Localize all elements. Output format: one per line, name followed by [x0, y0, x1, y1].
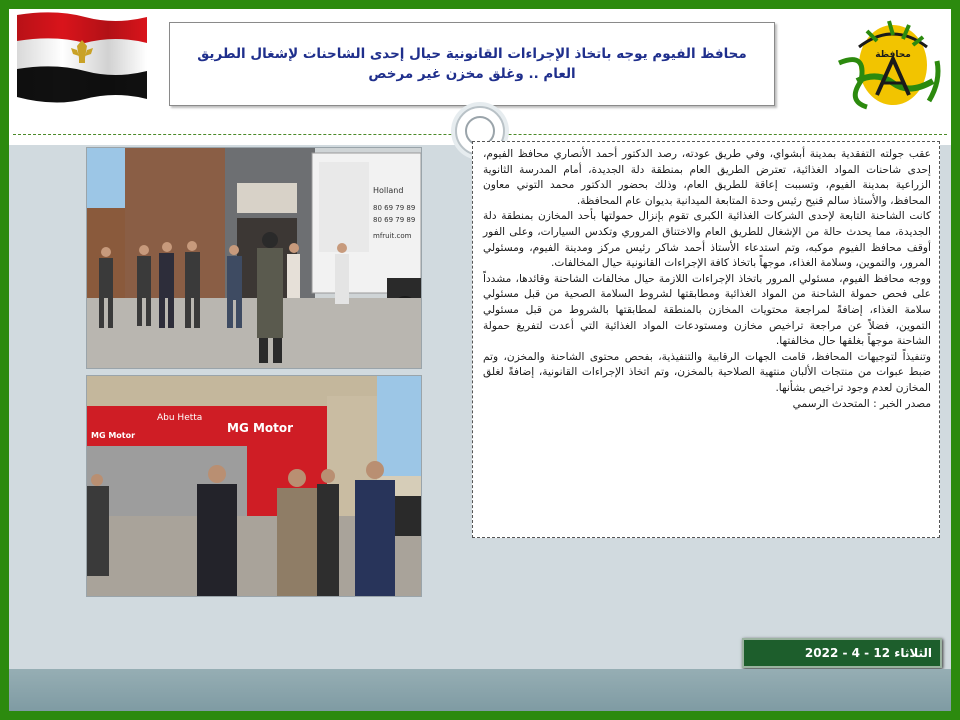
- article-body: [473, 142, 939, 412]
- governorate-logo-icon: [837, 11, 945, 111]
- truck-phone-1: 80 69 79 89: [373, 204, 416, 212]
- news-photo-street: [86, 375, 422, 597]
- article-paragraph-2: كانت الشاحنة التابعة لإحدى الشركات الغذائية الكبرى تقوم بإنزال حمولتها بأحد المخازن بمنطقة دلة الجديدة، مما يحدث حالة من الإشغال للطريق العام والاختناق المروري وتكدس السيارات، وعلى الفور أوقف محافظ الفيوم موكبه، وتم استدعاء الأستاذ أحمد شاكر رئيس مركز ومدينة الفيوم، ومسئولي المرور، والتموين، وسلامة الغذاء، موجهاً باتخاذ كافة الإجراءات القانونية حيال المخالفات.: [483, 210, 931, 270]
- article-paragraph-3: ووجه محافظ الفيوم، مسئولي المرور باتخاذ الإجراءات اللازمة حيال مخالفات الشاحنة وقائدها، مشدداً على فحص حمولة الشاحنة من المواد الغذائية ومطابقتها لشروط السلامة الصحية من قبل مسئولي سلامة الغذاء، إضافةً لمراجعة محتويات المخازن بالمنطقة لمطابقتها بالشروط من قبل مسئولي التموين، فضلاً عن مراجعة تراخيص مخازن ومستودعات المواد الغذائية التي أعدت لتفريغ حمولة الشاحنة موجهاً بغلقها حال مخالفتها.: [483, 272, 931, 348]
- sign-mg-motor-left: MG Motor: [91, 431, 136, 440]
- article-paragraph-1: عقب جولته التفقدية بمدينة أبشواي، وفي طريق عودته، رصد الدكتور أحمد الأنصاري محافظ الفيوم، إحدى شاحنات المواد الغذائية، تعترض الطريق العام بمنطقة دلة الجديدة، أمام المدرسة الثانوية الزراعية بمدينة الفيوم، وتسببت إعاقة للطريق العام، وذلك بحضور الدكتور محمد التوني معاون المحافظ، والأستاذ سالم قنيح رئيس وحدة المتابعة الميدانية بديوان عام المحافظة.: [483, 148, 931, 207]
- article-source: مصدر الخبر : المتحدث الرسمي: [792, 397, 931, 410]
- truck-website: mfruit.com: [373, 232, 412, 240]
- article-box: [472, 141, 940, 538]
- svg-text:محافظة: محافظة: [875, 50, 911, 60]
- page-inner: [9, 9, 951, 711]
- news-photo-truck: [86, 147, 422, 369]
- sign-abu-hetta: Abu Hetta: [157, 413, 203, 423]
- footer-band: [9, 669, 951, 711]
- article-paragraph-4: وتنفيذاً لتوجيهات المحافظ، قامت الجهات الرقابية والتنفيذية، بفحص محتوى الشاحنة والمخزن، وتم ضبط عبوات من منتجات الألبان منتهية الصلاحية بالمخزن، وتم اتخاذ الإجراءات القانونية، إضافةً لغلق المخازن لعدم وجود تراخيص بشأنها.: [483, 350, 931, 394]
- date-box: [742, 638, 942, 668]
- page-title: محافظ الفيوم يوجه باتخاذ الإجراءات القانونية حيال إحدى الشاحنات لإشغال الطريق العام .. وغلق مخزن غير مرخص: [197, 46, 747, 82]
- publish-date: الثلاثاء 12 - 4 - 2022: [804, 646, 932, 660]
- egypt-flag-icon: [15, 11, 149, 103]
- sign-mg-motor: MG Motor: [227, 421, 294, 435]
- truck-phone-2: 80 69 79 89: [373, 216, 416, 224]
- truck-text-holland: Holland: [373, 186, 404, 195]
- title-box: [169, 22, 775, 106]
